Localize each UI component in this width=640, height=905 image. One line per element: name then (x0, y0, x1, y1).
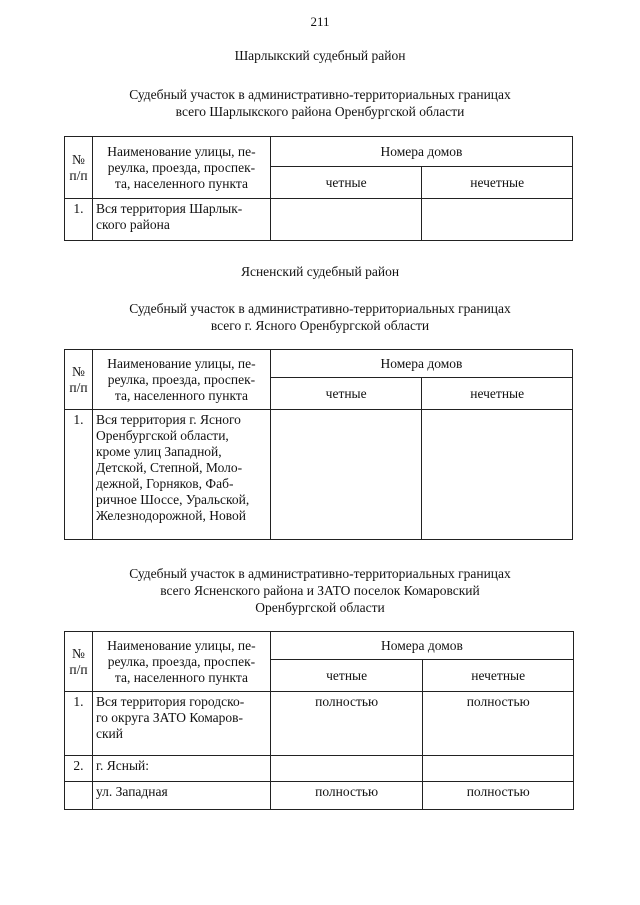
table-yasny-city (64, 349, 573, 540)
subtitle-yasny: Судебный участок в административно-территориальных границах всего г. Ясного Оренбургской области (129, 301, 511, 333)
table-row (65, 199, 573, 241)
header-even: четные (270, 167, 422, 199)
row-even (271, 199, 422, 203)
header-name: Наименование улицы, пе- реулка, проезда, проспек- та, населенного пункта (92, 137, 270, 199)
row-even (271, 756, 423, 760)
header-odd: нечетные (423, 660, 574, 692)
district-title-yasny: Ясненский судебный район (240, 264, 400, 279)
table-sharlyk (64, 136, 573, 241)
table-yasny-district (64, 631, 574, 810)
row-number: 1. (73, 201, 84, 216)
table-row (65, 782, 574, 810)
header-houses: Номера домов (270, 632, 573, 660)
row-name: ул. Западная (95, 784, 168, 799)
row-even: полностью (315, 694, 379, 709)
table-row (65, 692, 574, 756)
header-odd: нечетные (422, 167, 573, 199)
header-even: четные (270, 378, 422, 410)
row-name: Вся территория Шарлык- ского района (95, 201, 243, 232)
header-num: № п/п (65, 350, 93, 410)
subtitle-sharlyk: Судебный участок в административно-территориальных границах всего Шарлыкского района Оренбургской области (129, 87, 511, 119)
header-num: № п/п (65, 137, 93, 199)
row-even: полностью (315, 784, 379, 799)
row-odd: полностью (466, 694, 530, 709)
header-even: четные (270, 660, 423, 692)
row-name: Вся территория городско- го округа ЗАТО Комаров- ский (95, 694, 245, 741)
row-number: 2. (73, 758, 84, 773)
header-name: Наименование улицы, пе- реулка, проезда, проспек- та, населенного пункта (92, 632, 270, 692)
row-odd: полностью (466, 784, 530, 799)
header-houses: Номера домов (270, 350, 572, 378)
row-name: Вся территория г. Ясного Оренбургской области, кроме улиц Западной, Детской, Степной, Моло- дежной, Горняков, Фаб- ричное Шоссе, Уральской, Железнодорожной, Новой (95, 412, 250, 523)
header-num: № п/п (65, 632, 93, 692)
header-houses: Номера домов (270, 137, 572, 167)
row-number (65, 782, 92, 786)
row-even (271, 410, 422, 414)
row-number: 1. (73, 412, 84, 427)
row-odd (423, 756, 573, 760)
table-row (65, 756, 574, 782)
table-row (65, 410, 573, 540)
district-title-sharlyk: Шарлыкский судебный район (234, 48, 406, 63)
row-odd (422, 410, 572, 414)
row-odd (422, 199, 572, 203)
page-number: 211 (310, 14, 330, 29)
header-name: Наименование улицы, пе- реулка, проезда, проспек- та, населенного пункта (92, 350, 270, 410)
row-name: г. Ясный: (95, 758, 150, 773)
row-number: 1. (73, 694, 84, 709)
subtitle-yasny-district: Судебный участок в административно-территориальных границах всего Ясненского района и ЗАТО поселок Комаровский Оренбургской области (129, 566, 511, 615)
header-odd: нечетные (422, 378, 573, 410)
